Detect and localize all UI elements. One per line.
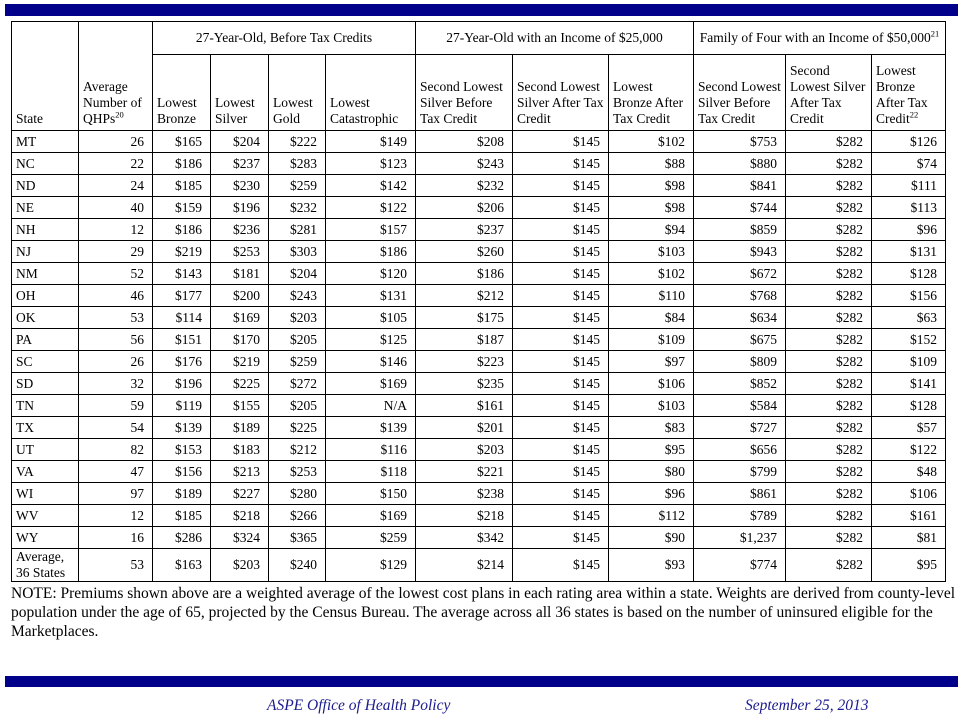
table-row [12,549,946,582]
table-row [12,329,946,351]
value-cell: $170 [211,329,269,351]
value-cell: $145 [513,307,609,329]
value-cell: $175 [416,307,513,329]
group-header-1: 27-Year-Old, Before Tax Credits [153,22,416,55]
value-cell: $84 [609,307,694,329]
value-cell: $204 [211,131,269,153]
value-cell: $189 [153,483,211,505]
value-cell: $151 [153,329,211,351]
table-row [12,439,946,461]
value-cell: $150 [326,483,416,505]
value-cell: $88 [609,153,694,175]
value-cell: $282 [786,439,872,461]
state-cell: OH [12,285,79,307]
value-cell: $111 [872,175,946,197]
value-cell: $187 [416,329,513,351]
value-cell: $145 [513,351,609,373]
col-header-g3-2: Second Lowest Silver After Tax Credit [786,55,872,131]
value-cell: $727 [694,417,786,439]
value-cell: $342 [416,527,513,549]
table-row [12,395,946,417]
value-cell: $205 [269,395,326,417]
value-cell: $237 [211,153,269,175]
value-cell: 82 [79,439,153,461]
value-cell: $365 [269,527,326,549]
top-divider-bar [5,4,958,16]
value-cell: $260 [416,241,513,263]
value-cell: $122 [872,439,946,461]
state-cell: TX [12,417,79,439]
value-cell: $221 [416,461,513,483]
value-cell: $131 [326,285,416,307]
value-cell: $161 [872,505,946,527]
value-cell: $81 [872,527,946,549]
value-cell: $161 [416,395,513,417]
value-cell: $281 [269,219,326,241]
value-cell: $145 [513,373,609,395]
value-cell: $943 [694,241,786,263]
state-cell: OK [12,307,79,329]
table-row [12,505,946,527]
state-cell: WY [12,527,79,549]
value-cell: $145 [513,329,609,351]
table-row [12,461,946,483]
value-cell: $282 [786,153,872,175]
value-cell: 53 [79,549,153,582]
value-cell: $123 [326,153,416,175]
value-cell: $282 [786,461,872,483]
col-header-g2-2: Second Lowest Silver After Tax Credit [513,55,609,131]
value-cell: $145 [513,395,609,417]
table-row [12,241,946,263]
value-cell: $259 [269,175,326,197]
value-cell: $153 [153,439,211,461]
value-cell: $155 [211,395,269,417]
value-cell: $753 [694,131,786,153]
group-header-3: Family of Four with an Income of $50,000$^{21}$ [694,22,946,55]
value-cell: $200 [211,285,269,307]
value-cell: $789 [694,505,786,527]
value-cell: $103 [609,395,694,417]
value-cell: $272 [269,373,326,395]
value-cell: $186 [416,263,513,285]
value-cell: 54 [79,417,153,439]
value-cell: $97 [609,351,694,373]
footer-date-label: September 25, 2013 [745,697,869,714]
value-cell: $106 [609,373,694,395]
value-cell: 29 [79,241,153,263]
value-cell: 26 [79,131,153,153]
value-cell: $129 [326,549,416,582]
value-cell: $145 [513,285,609,307]
value-cell: $243 [416,153,513,175]
value-cell: $223 [416,351,513,373]
value-cell: $102 [609,263,694,285]
value-cell: $156 [153,461,211,483]
value-cell: $113 [872,197,946,219]
value-cell: $119 [153,395,211,417]
table-body [12,131,946,582]
value-cell: $225 [269,417,326,439]
value-cell: 52 [79,263,153,285]
value-cell: $841 [694,175,786,197]
state-cell: NC [12,153,79,175]
value-cell: $189 [211,417,269,439]
value-cell: $280 [269,483,326,505]
value-cell: $128 [872,395,946,417]
value-cell: $282 [786,285,872,307]
state-cell: NJ [12,241,79,263]
value-cell: $145 [513,197,609,219]
state-cell: TN [12,395,79,417]
state-cell: VA [12,461,79,483]
value-cell: $183 [211,439,269,461]
table-row [12,417,946,439]
value-cell: 59 [79,395,153,417]
value-cell: $222 [269,131,326,153]
value-cell: $145 [513,241,609,263]
value-cell: 46 [79,285,153,307]
value-cell: $282 [786,505,872,527]
value-cell: $219 [211,351,269,373]
value-cell: $584 [694,395,786,417]
value-cell: $145 [513,131,609,153]
value-cell: 47 [79,461,153,483]
value-cell: $116 [326,439,416,461]
value-cell: $177 [153,285,211,307]
value-cell: $83 [609,417,694,439]
table-row [12,219,946,241]
value-cell: $145 [513,505,609,527]
state-cell: MT [12,131,79,153]
value-cell: $240 [269,549,326,582]
value-cell: $165 [153,131,211,153]
value-cell: $128 [872,263,946,285]
value-cell: $157 [326,219,416,241]
table-row [12,285,946,307]
value-cell: $282 [786,263,872,285]
col-header-g3-1: Second Lowest Silver Before Tax Credit [694,55,786,131]
col-header-avg-qhps: Average Number of QHPs$^{20}$ [79,22,153,131]
value-cell: $145 [513,461,609,483]
value-cell: 12 [79,219,153,241]
value-cell: $109 [609,329,694,351]
value-cell: $206 [416,197,513,219]
value-cell: $114 [153,307,211,329]
col-header-g3-3: Lowest Bronze After Tax Credit$^{22}$ [872,55,946,131]
value-cell: $118 [326,461,416,483]
value-cell: $259 [269,351,326,373]
value-cell: $95 [872,549,946,582]
value-cell: $243 [269,285,326,307]
value-cell: $266 [269,505,326,527]
value-cell: $744 [694,197,786,219]
state-cell: Average, 36 States [12,549,79,582]
state-cell: NE [12,197,79,219]
value-cell: $145 [513,219,609,241]
table-row [12,153,946,175]
value-cell: $634 [694,307,786,329]
value-cell: 53 [79,307,153,329]
value-cell: $282 [786,549,872,582]
table-row [12,263,946,285]
value-cell: $96 [609,483,694,505]
value-cell: $156 [872,285,946,307]
value-cell: $259 [326,527,416,549]
value-cell: $282 [786,527,872,549]
value-cell: $185 [153,505,211,527]
value-cell: $208 [416,131,513,153]
value-cell: $203 [416,439,513,461]
col-header-g2-1: Second Lowest Silver Before Tax Credit [416,55,513,131]
value-cell: $861 [694,483,786,505]
value-cell: $282 [786,483,872,505]
group-header-2: 27-Year-Old with an Income of $25,000 [416,22,694,55]
value-cell: $205 [269,329,326,351]
value-cell: $109 [872,351,946,373]
value-cell: $110 [609,285,694,307]
value-cell: $169 [211,307,269,329]
value-cell: $120 [326,263,416,285]
value-cell: $102 [609,131,694,153]
state-cell: WV [12,505,79,527]
value-cell: $103 [609,241,694,263]
value-cell: $232 [269,197,326,219]
value-cell: $253 [211,241,269,263]
value-cell: $186 [153,153,211,175]
value-cell: $1,237 [694,527,786,549]
premiums-table [11,21,946,582]
value-cell: $94 [609,219,694,241]
value-cell: $253 [269,461,326,483]
value-cell: $63 [872,307,946,329]
value-cell: $181 [211,263,269,285]
value-cell: 40 [79,197,153,219]
value-cell: $218 [416,505,513,527]
value-cell: $131 [872,241,946,263]
value-cell: $169 [326,505,416,527]
value-cell: $232 [416,175,513,197]
value-cell: $204 [269,263,326,285]
value-cell: $163 [153,549,211,582]
value-cell: $196 [153,373,211,395]
state-cell: SD [12,373,79,395]
table-header [12,22,946,131]
value-cell: $282 [786,175,872,197]
col-header-g1-4: Lowest Catastrophic [326,55,416,131]
value-cell: $201 [416,417,513,439]
value-cell: $169 [326,373,416,395]
value-cell: $125 [326,329,416,351]
value-cell: N/A [326,395,416,417]
state-cell: NH [12,219,79,241]
value-cell: $672 [694,263,786,285]
value-cell: $145 [513,175,609,197]
value-cell: $809 [694,351,786,373]
value-cell: $230 [211,175,269,197]
value-cell: $145 [513,439,609,461]
value-cell: $236 [211,219,269,241]
value-cell: $74 [872,153,946,175]
value-cell: $196 [211,197,269,219]
table-row [12,307,946,329]
value-cell: $145 [513,153,609,175]
value-cell: $203 [269,307,326,329]
value-cell: $235 [416,373,513,395]
value-cell: $324 [211,527,269,549]
value-cell: $213 [211,461,269,483]
state-cell: WI [12,483,79,505]
value-cell: $48 [872,461,946,483]
table-row [12,527,946,549]
table-row [12,131,946,153]
value-cell: $859 [694,219,786,241]
value-cell: 32 [79,373,153,395]
value-cell: $98 [609,197,694,219]
value-cell: $238 [416,483,513,505]
state-cell: ND [12,175,79,197]
value-cell: $282 [786,351,872,373]
value-cell: 16 [79,527,153,549]
value-cell: $227 [211,483,269,505]
value-cell: $282 [786,395,872,417]
value-cell: $186 [153,219,211,241]
value-cell: $282 [786,241,872,263]
col-header-g1-3: Lowest Gold [269,55,326,131]
table-row [12,197,946,219]
value-cell: $225 [211,373,269,395]
value-cell: $675 [694,329,786,351]
state-cell: PA [12,329,79,351]
table-row [12,351,946,373]
value-cell: $212 [269,439,326,461]
col-header-g1-2: Lowest Silver [211,55,269,131]
value-cell: $303 [269,241,326,263]
value-cell: $852 [694,373,786,395]
value-cell: $146 [326,351,416,373]
value-cell: $656 [694,439,786,461]
value-cell: $145 [513,549,609,582]
value-cell: $282 [786,197,872,219]
value-cell: $145 [513,263,609,285]
value-cell: $159 [153,197,211,219]
note-text: NOTE: Premiums shown above are a weighted average of the lowest cost plans in each rating area within a state. Weights are derived from county-level population under the age of 65, projected by the Census Bureau. The average across all 36 states is based on the number of uninsured eligible for the Marketplaces. [11,585,956,640]
table-row [12,175,946,197]
value-cell: $214 [416,549,513,582]
value-cell: $143 [153,263,211,285]
value-cell: 24 [79,175,153,197]
value-cell: $282 [786,307,872,329]
value-cell: $237 [416,219,513,241]
table-row [12,373,946,395]
value-cell: $98 [609,175,694,197]
value-cell: $282 [786,219,872,241]
value-cell: $139 [153,417,211,439]
value-cell: $282 [786,329,872,351]
value-cell: $218 [211,505,269,527]
value-cell: $80 [609,461,694,483]
state-cell: UT [12,439,79,461]
value-cell: $112 [609,505,694,527]
value-cell: $149 [326,131,416,153]
value-cell: 26 [79,351,153,373]
col-header-g1-1: Lowest Bronze [153,55,211,131]
value-cell: $282 [786,417,872,439]
value-cell: $96 [872,219,946,241]
value-cell: $145 [513,417,609,439]
value-cell: $212 [416,285,513,307]
value-cell: $283 [269,153,326,175]
value-cell: $57 [872,417,946,439]
col-header-state: State [12,22,79,131]
value-cell: $203 [211,549,269,582]
state-cell: SC [12,351,79,373]
value-cell: $90 [609,527,694,549]
value-cell: $286 [153,527,211,549]
value-cell: $152 [872,329,946,351]
value-cell: $282 [786,131,872,153]
value-cell: 12 [79,505,153,527]
value-cell: $186 [326,241,416,263]
value-cell: $176 [153,351,211,373]
value-cell: $185 [153,175,211,197]
value-cell: $774 [694,549,786,582]
value-cell: $768 [694,285,786,307]
value-cell: $142 [326,175,416,197]
footer-office-label: ASPE Office of Health Policy [267,697,451,714]
value-cell: $93 [609,549,694,582]
footer-divider-bar [5,676,958,687]
value-cell: 22 [79,153,153,175]
value-cell: $880 [694,153,786,175]
value-cell: $219 [153,241,211,263]
value-cell: $145 [513,483,609,505]
value-cell: $106 [872,483,946,505]
value-cell: $95 [609,439,694,461]
value-cell: $799 [694,461,786,483]
state-cell: NM [12,263,79,285]
value-cell: 56 [79,329,153,351]
value-cell: $126 [872,131,946,153]
value-cell: $145 [513,527,609,549]
value-cell: 97 [79,483,153,505]
table-row [12,483,946,505]
value-cell: $139 [326,417,416,439]
value-cell: $282 [786,373,872,395]
value-cell: $122 [326,197,416,219]
value-cell: $105 [326,307,416,329]
col-header-g2-3: Lowest Bronze After Tax Credit [609,55,694,131]
value-cell: $141 [872,373,946,395]
